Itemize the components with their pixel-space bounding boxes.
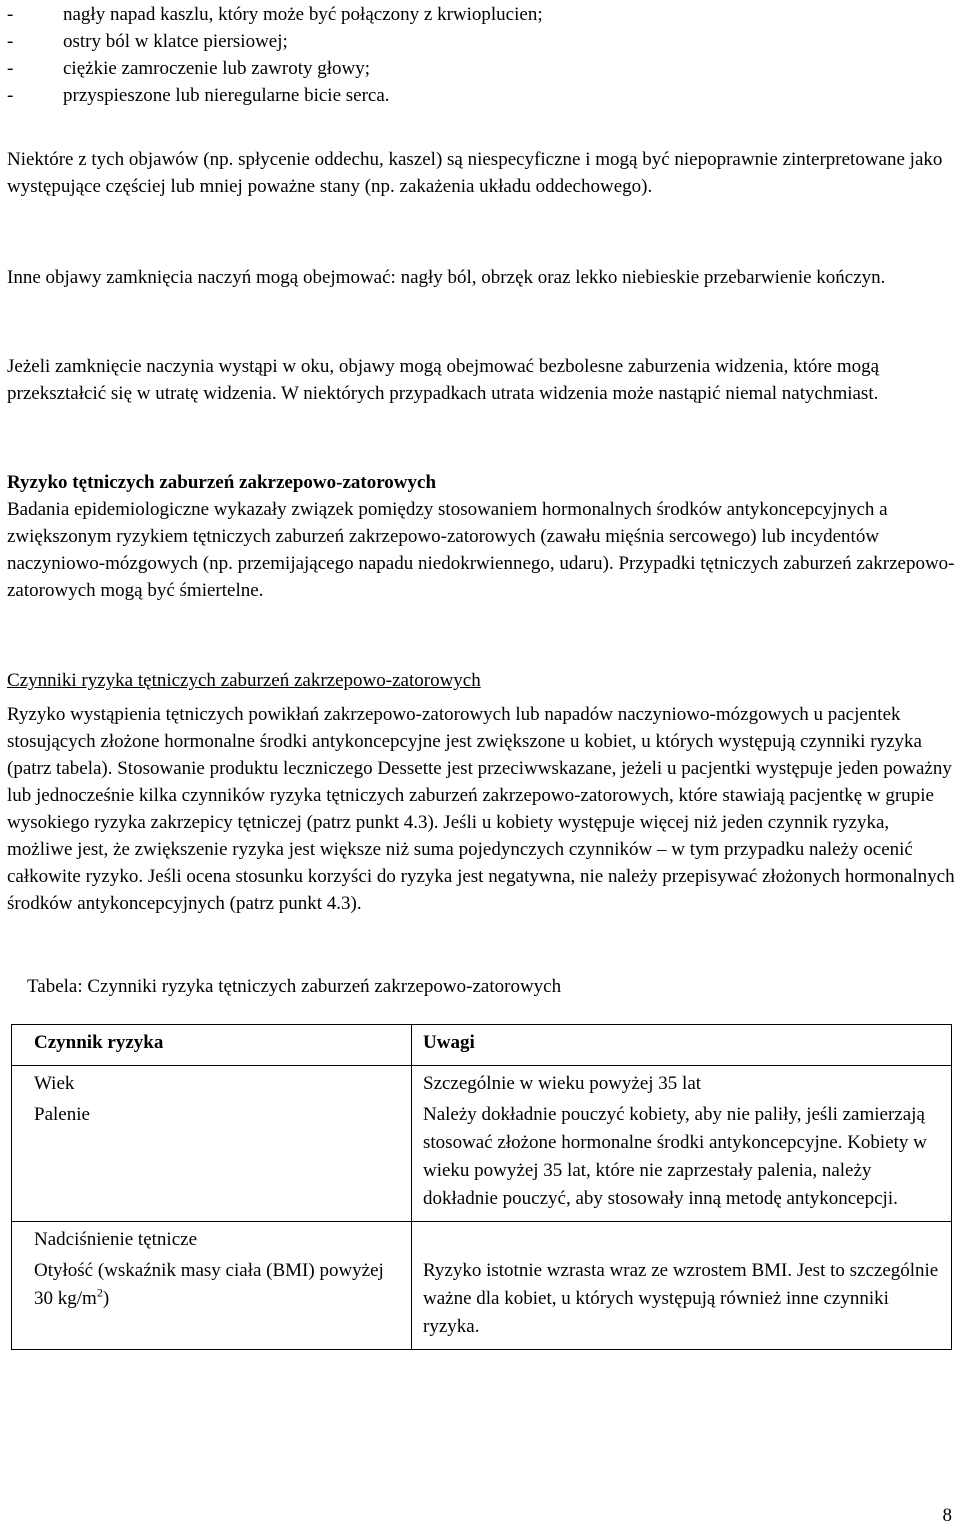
section-heading: Ryzyko tętniczych zaburzeń zakrzepowo-zatorowych — [7, 472, 437, 493]
list-item: - przyspieszone lub nieregularne bicie serca. — [7, 85, 390, 106]
factor-smoking: Palenie — [34, 1104, 90, 1125]
table-header-cell: Uwagi — [412, 1025, 952, 1066]
factor-hypertension: Nadciśnienie tętnicze — [34, 1229, 198, 1250]
note-obesity: Ryzyko istotnie wzrasta wraz ze wzrostem BMI. Jest to szczególnie ważne dla kobiet, u których występują również inne czynniki ryzyka. — [423, 1260, 939, 1337]
list-item: - nagły napad kaszlu, który może być połączony z krwioplucien; — [7, 4, 543, 25]
table-cell — [12, 1066, 412, 1222]
list-item: - ostry ból w klatce piersiowej; — [7, 31, 288, 52]
factor-age: Wiek — [34, 1073, 75, 1094]
section-body: Badania epidemiologiczne wykazały związek pomiędzy stosowaniem hormonalnych środków antykoncepcyjnych a zwiększonym ryzykiem tętniczych zaburzeń zakrzepowo-zatorowych (zawału mięśnia sercowego) lub incydentów naczyniowo-mózgowych (np. przemijającego napadu niedokrwiennego, udaru). Przypadki tętniczych zaburzeń zakrzepowo-zatorowych mogą być śmiertelne. — [7, 499, 955, 601]
table-cell — [412, 1066, 952, 1222]
section-risk-factors — [7, 667, 957, 917]
page-number: 8 — [942, 1505, 952, 1526]
table-row — [12, 1066, 952, 1222]
table-header-cell: Czynnik ryzyka — [12, 1025, 412, 1066]
note-age: Szczególnie w wieku powyżej 35 lat — [423, 1073, 702, 1094]
table-row — [12, 1222, 952, 1350]
list-item: - ciężkie zamroczenie lub zawroty głowy; — [7, 58, 371, 79]
table-cell — [12, 1222, 412, 1350]
section-body: Ryzyko wystąpienia tętniczych powikłań zakrzepowo-zatorowych lub napadów naczyniowo-mózgowych u pacjentek stosujących złożone hormonalne środki antykoncepcyjne jest zwiększone u kobiet, u których występują czynniki ryzyka (patrz tabela). Stosowanie produktu leczniczego Dessette jest przeciwwskazane, jeżeli u pacjentki występuje jeden poważny lub jednocześnie kilka czynników ryzyka tętniczych zaburzeń zakrzepowo-zatorowych, które stawiają pacjentkę w grupie wysokiego ryzyka zakrzepicy tętniczej (patrz punkt 4.3). Jeśli u kobiety występuje więcej niż jeden czynnik ryzyka, możliwe jest, że zwiększenie ryzyka jest większe niż suma pojedynczych czynników – w tym przypadku należy ocenić całkowite ryzyko. Jeśli ocena stosunku korzyści do ryzyka jest negatywna, nie należy przepisywać złożonych hormonalnych środków antykoncepcyjnych (patrz punkt 4.3). — [7, 704, 955, 914]
note-hypertension — [423, 1226, 939, 1254]
paragraph: Inne objawy zamknięcia naczyń mogą obejmować: nagły ból, obrzęk oraz lekko niebieskie przebarwienie kończyn. — [7, 267, 886, 288]
table-cell — [412, 1222, 952, 1350]
table-caption: Tabela: Czynniki ryzyka tętniczych zaburzeń zakrzepowo-zatorowych — [27, 976, 562, 997]
table-header-row — [12, 1025, 952, 1066]
section-arterial-risk — [7, 469, 957, 604]
factor-obesity: Otyłość (wskaźnik masy ciała (BMI) powyżej 30 $kg/m^2$) — [34, 1260, 384, 1309]
note-smoking: Należy dokładnie pouczyć kobiety, aby nie paliły, jeśli zamierzają stosować złożone hormonalne środki antykoncepcyjne. Kobiety w wieku powyżej 35 lat, które nie zaprzestały palenia, należy dokładnie pouczyć, aby stosowały inną metodę antykoncepcji. — [423, 1104, 927, 1209]
paragraph: Jeżeli zamknięcie naczynia wystąpi w oku, objawy mogą obejmować bezbolesne zaburzenia widzenia, które mogą przekształcić się w utratę widzenia. W niektórych przypadkach utrata widzenia może nastąpić niemal natychmiast. — [7, 356, 880, 404]
paragraph: Niektóre z tych objawów (np. spłycenie oddechu, kaszel) są niespecyficzne i mogą być niepoprawnie zinterpretowane jako występujące częściej lub mniej poważne stany (np. zakażenia układu oddechowego). — [7, 149, 943, 197]
section-heading: Czynniki ryzyka tętniczych zaburzeń zakrzepowo-zatorowych — [7, 670, 481, 691]
risk-factor-table — [11, 1024, 952, 1350]
